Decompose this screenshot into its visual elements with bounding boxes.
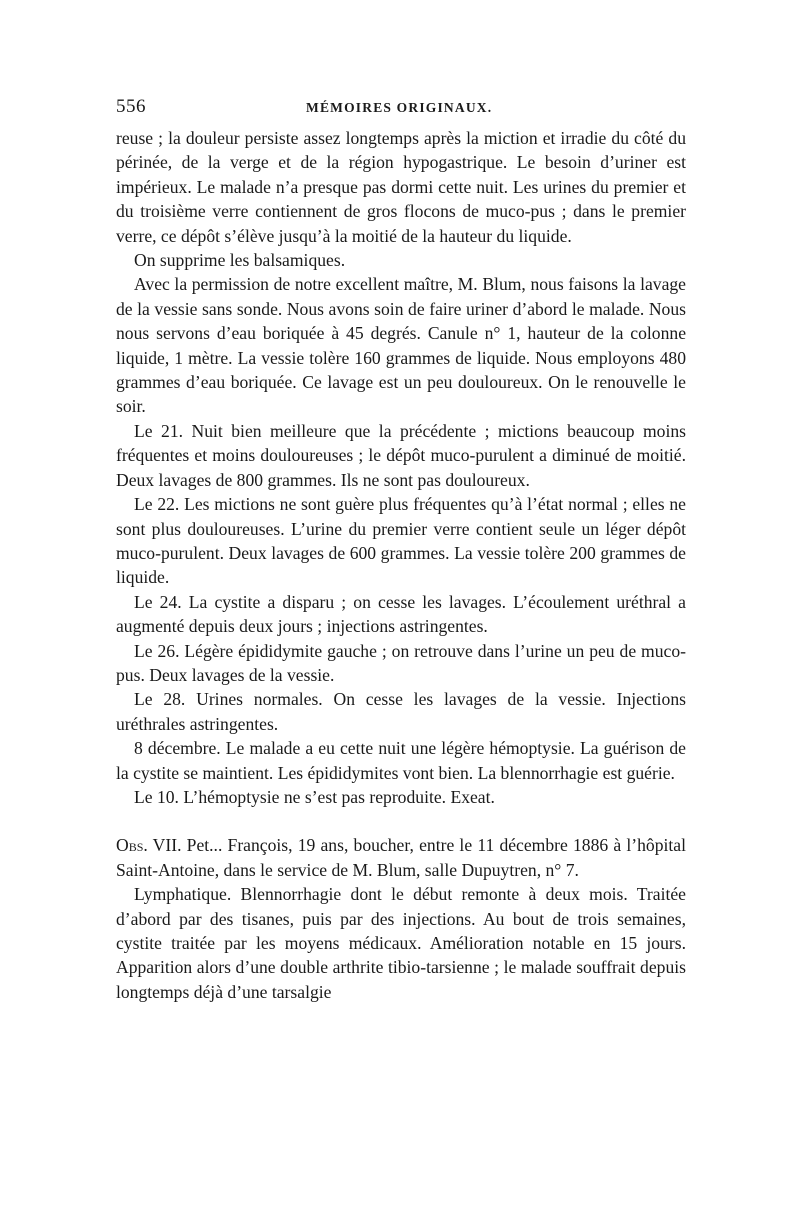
document-page: [116, 96, 686, 1004]
observation-heading: [116, 833, 686, 882]
observation-label: Obs.: [116, 835, 148, 856]
paragraph: reuse ; la douleur persiste assez longtemps après la miction et irradie du côté du périnée, de la verge et de la région hypogastrique. Le besoin d’uriner est impérieux. Le malade n’a presque pas dormi cette nuit. Les urines du premier et du troisième verre contiennent de gros flocons de muco-pus ; dans le premier verre, ce dépôt s’élève jusqu’à la moitié de la hauteur du liquide.: [116, 128, 686, 246]
paragraph: Le 28. Urines normales. On cesse les lavages de la vessie. Injections uréthrales astringentes.: [116, 689, 686, 734]
page-header: [116, 96, 686, 126]
running-head: MÉMOIRES ORIGINAUX.: [306, 100, 493, 115]
paragraph: On supprime les balsamiques.: [134, 250, 346, 271]
paragraph: Le 10. L’hémoptysie ne s’est pas reproduite. Exeat.: [134, 786, 495, 807]
observation-text: VII. Pet... François, 19 ans, boucher, entre le 11 décembre 1886 à l’hôpital Saint-Antoine, dans le service de M. Blum, salle Dupuytren, n° 7.: [116, 835, 686, 880]
paragraph: Le 21. Nuit bien meilleure que la précédente ; mictions beaucoup moins fréquentes et moins douloureuses ; le dépôt muco-purulent a diminué de moitié. Deux lavages de 800 grammes. Ils ne sont pas douloureux.: [116, 420, 686, 490]
page-number: 556: [116, 96, 146, 117]
body-text: [116, 126, 686, 1004]
paragraph: Le 24. La cystite a disparu ; on cesse les lavages. L’écoulement uréthral a augmenté depuis deux jours ; injections astringentes.: [116, 591, 686, 637]
section-gap: [116, 809, 686, 833]
paragraph: Lymphatique. Blennorrhagie dont le début remonte à deux mois. Traitée d’abord par des tisanes, puis par des injections. Au bout de trois semaines, cystite traitée par les moyens médicaux. Amélioration notable en 15 jours. Apparition alors d’une double arthrite tibio-tarsienne ; le malade souffrait depuis longtemps déjà d’une tarsalgie: [116, 884, 686, 1002]
paragraph: 8 décembre. Le malade a eu cette nuit une légère hémoptysie. La guérison de la cystite se maintient. Les épididymites vont bien. La blennorrhagie est guérie.: [116, 738, 686, 783]
paragraph: Le 22. Les mictions ne sont guère plus fréquentes qu’à l’état normal ; elles ne sont plus douloureuses. L’urine du premier verre contient seule un léger dépôt muco-purulent. Deux lavages de 600 grammes. La vessie tolère 200 grammes de liquide.: [116, 494, 686, 588]
paragraph: Avec la permission de notre excellent maître, M. Blum, nous faisons la lavage de la vessie sans sonde. Nous avons soin de faire uriner d’abord le malade. Nous nous servons d’eau boriquée à 45 degrés. Canule n° 1, hauteur de la colonne liquide, 1 mètre. La vessie tolère 160 grammes de liquide. Nous employons 480 grammes d’eau boriquée. Ce lavage est un peu douloureux. On le renouvelle le soir.: [116, 274, 686, 417]
paragraph: Le 26. Légère épididymite gauche ; on retrouve dans l’urine un peu de muco-pus. Deux lavages de la vessie.: [116, 640, 686, 685]
